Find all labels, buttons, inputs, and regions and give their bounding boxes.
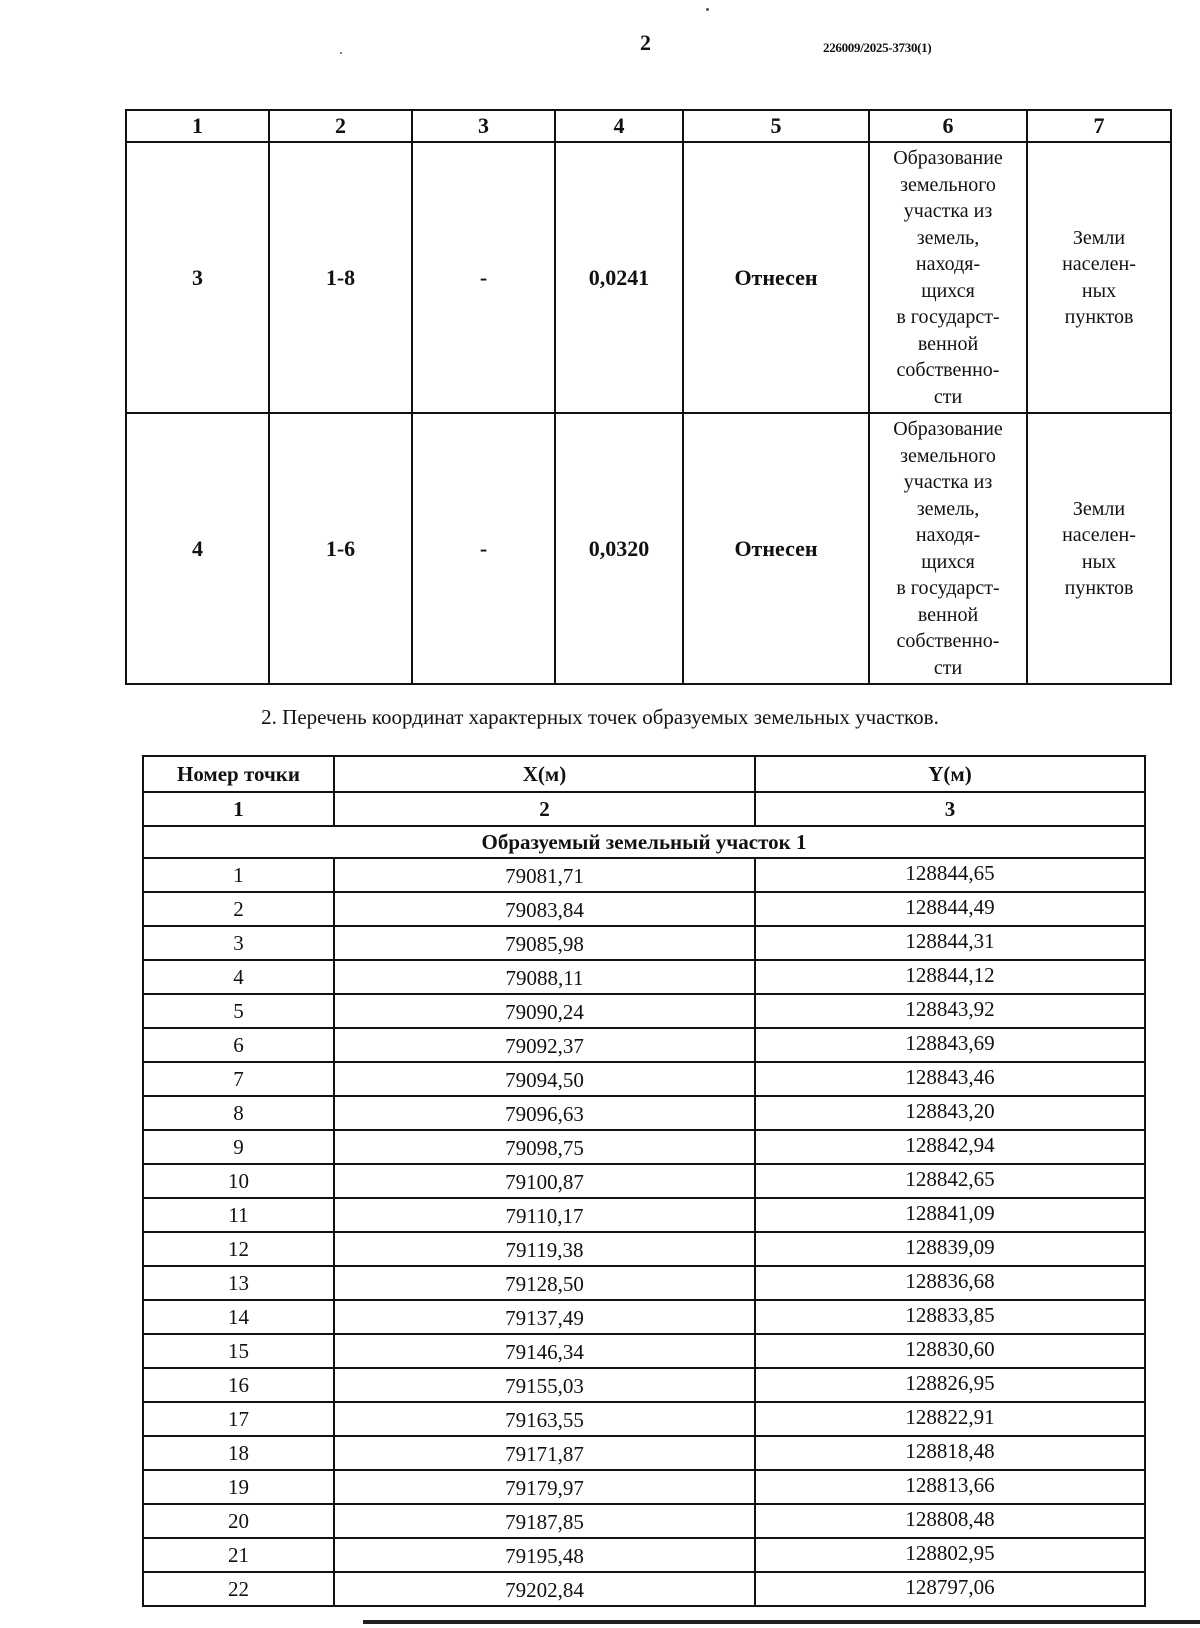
y-coordinate: 128822,91 — [755, 1402, 1145, 1436]
parcel-purpose-line: собственно- — [896, 630, 1000, 652]
y-coordinate: 128839,09 — [755, 1232, 1145, 1266]
y-coordinate: 128843,69 — [755, 1028, 1145, 1062]
point-number: 12 — [143, 1232, 334, 1266]
y-coordinate: 128842,65 — [755, 1164, 1145, 1198]
point-number: 21 — [143, 1538, 334, 1572]
coordinate-row — [143, 1402, 1145, 1436]
point-number: 17 — [143, 1402, 334, 1436]
point-number: 4 — [143, 960, 334, 994]
coords-header-row — [143, 756, 1145, 792]
coordinate-row — [143, 1334, 1145, 1368]
coordinate-row — [143, 1130, 1145, 1164]
point-number: 7 — [143, 1062, 334, 1096]
x-coordinate: 79179,97 — [334, 1470, 755, 1504]
parcel-category-line: Земли — [1072, 497, 1126, 520]
scan-speck — [340, 52, 342, 54]
point-number: 8 — [143, 1096, 334, 1130]
coordinate-row — [143, 1368, 1145, 1402]
y-coordinate: 128797,06 — [755, 1572, 1145, 1606]
column-number: 2 — [269, 110, 412, 142]
parcel-category — [1027, 413, 1171, 684]
point-number: 2 — [143, 892, 334, 926]
parcel-points: 1-6 — [269, 413, 412, 684]
y-header: Y(м) — [755, 756, 1145, 792]
x-coordinate: 79096,63 — [334, 1096, 755, 1130]
parcel-category-line: пунктов — [1064, 577, 1134, 599]
column-number: 7 — [1027, 110, 1171, 142]
parcel-category-line: ных — [1081, 550, 1117, 573]
y-coordinate: 128841,09 — [755, 1198, 1145, 1232]
document-id: 226009/2025-3730(1) — [823, 40, 932, 55]
coordinate-row — [143, 1164, 1145, 1198]
x-coordinate: 79094,50 — [334, 1062, 755, 1096]
section-title: 2. Перечень координат характерных точек образуемых земельных участков. — [261, 705, 939, 729]
column-numbers-row — [143, 792, 1145, 826]
parcel-area: 0,0320 — [555, 413, 683, 684]
parcel-category-line: населен- — [1062, 524, 1136, 546]
y-coordinate: 128813,66 — [755, 1470, 1145, 1504]
parcel-purpose — [869, 413, 1027, 684]
parcel-row — [126, 142, 1171, 413]
coordinate-row — [143, 1062, 1145, 1096]
y-coordinate: 128818,48 — [755, 1436, 1145, 1470]
y-coordinate: 128833,85 — [755, 1300, 1145, 1334]
column-number: 3 — [412, 110, 555, 142]
point-number: 5 — [143, 994, 334, 1028]
parcel-category-line: населен- — [1062, 253, 1136, 275]
parcel-purpose — [869, 142, 1027, 413]
parcel-purpose-line: сти — [933, 385, 963, 408]
point-number: 10 — [143, 1164, 334, 1198]
y-coordinate: 128826,95 — [755, 1368, 1145, 1402]
parcel-row — [126, 413, 1171, 684]
page-number: 2 — [640, 30, 651, 55]
point-number: 15 — [143, 1334, 334, 1368]
parcel-purpose-line: сти — [933, 656, 963, 679]
coordinate-row — [143, 1538, 1145, 1572]
y-coordinate: 128802,95 — [755, 1538, 1145, 1572]
parcel-purpose-line: участка из — [903, 471, 993, 493]
point-number: 16 — [143, 1368, 334, 1402]
point-number: 20 — [143, 1504, 334, 1538]
column-number: 1 — [143, 792, 334, 826]
parcels-table — [125, 109, 1172, 685]
x-coordinate: 79195,48 — [334, 1538, 755, 1572]
coordinate-row — [143, 1504, 1145, 1538]
x-coordinate: 79090,24 — [334, 994, 755, 1028]
parcel-purpose-line: участка из — [903, 200, 993, 222]
coordinate-row — [143, 994, 1145, 1028]
point-number: 3 — [143, 926, 334, 960]
parcel-purpose-line: щихся — [921, 550, 975, 573]
y-coordinate: 128843,92 — [755, 994, 1145, 1028]
parcel-category-line: пунктов — [1064, 306, 1134, 328]
parcel-purpose-line: в государст- — [896, 577, 1000, 599]
column-number: 1 — [126, 110, 269, 142]
coordinate-row — [143, 1572, 1145, 1606]
point-number: 6 — [143, 1028, 334, 1062]
parcel-category-line: ных — [1081, 279, 1117, 302]
parcel-purpose-line: земельного — [900, 173, 996, 196]
x-coordinate: 79137,49 — [334, 1300, 755, 1334]
parcel-number: 3 — [126, 142, 269, 413]
coordinates-table — [142, 755, 1146, 1607]
x-coordinate: 79146,34 — [334, 1334, 755, 1368]
x-coordinate: 79100,87 — [334, 1164, 755, 1198]
parcel-purpose-line: земель, — [916, 226, 980, 249]
x-coordinate: 79128,50 — [334, 1266, 755, 1300]
coordinate-row — [143, 892, 1145, 926]
parcel-points: 1-8 — [269, 142, 412, 413]
coordinate-row — [143, 926, 1145, 960]
group-title-row — [143, 826, 1145, 858]
coordinate-row — [143, 1198, 1145, 1232]
point-number: 19 — [143, 1470, 334, 1504]
parcel-purpose-line: собственно- — [896, 359, 1000, 381]
parcel-category — [1027, 142, 1171, 413]
x-coordinate: 79119,38 — [334, 1232, 755, 1266]
x-header: X(м) — [334, 756, 755, 792]
parcel-dash: - — [412, 413, 555, 684]
y-coordinate: 128836,68 — [755, 1266, 1145, 1300]
parcel-purpose-line: Образование — [893, 147, 1003, 169]
coordinate-row — [143, 1096, 1145, 1130]
point-number: 22 — [143, 1572, 334, 1606]
x-coordinate: 79083,84 — [334, 892, 755, 926]
y-coordinate: 128844,31 — [755, 926, 1145, 960]
y-coordinate: 128808,48 — [755, 1504, 1145, 1538]
parcel-area: 0,0241 — [555, 142, 683, 413]
x-coordinate: 79171,87 — [334, 1436, 755, 1470]
x-coordinate: 79187,85 — [334, 1504, 755, 1538]
x-coordinate: 79081,71 — [334, 858, 755, 892]
y-coordinate: 128842,94 — [755, 1130, 1145, 1164]
parcel-category-line: Земли — [1072, 226, 1126, 249]
scan-speck — [706, 8, 709, 11]
x-coordinate: 79098,75 — [334, 1130, 755, 1164]
point-number: 9 — [143, 1130, 334, 1164]
group-title: Образуемый земельный участок 1 — [143, 826, 1145, 858]
coordinate-row — [143, 1028, 1145, 1062]
point-number: 11 — [143, 1198, 334, 1232]
parcel-purpose-line: в государст- — [896, 306, 1000, 328]
x-coordinate: 79092,37 — [334, 1028, 755, 1062]
column-number: 6 — [869, 110, 1027, 142]
x-coordinate: 79163,55 — [334, 1402, 755, 1436]
point-number: 18 — [143, 1436, 334, 1470]
x-coordinate: 79110,17 — [334, 1198, 755, 1232]
point-number-header: Номер точки — [143, 756, 334, 792]
column-number: 4 — [555, 110, 683, 142]
column-number: 5 — [683, 110, 869, 142]
parcel-purpose-line: Образование — [893, 418, 1003, 440]
coordinate-row — [143, 960, 1145, 994]
parcel-dash: - — [412, 142, 555, 413]
parcels-header-row — [126, 110, 1171, 142]
parcel-purpose-line: венной — [917, 332, 979, 355]
y-coordinate: 128844,12 — [755, 960, 1145, 994]
parcel-purpose-line: земель, — [916, 497, 980, 520]
column-number: 2 — [334, 792, 755, 826]
x-coordinate: 79088,11 — [334, 960, 755, 994]
coordinate-row — [143, 1266, 1145, 1300]
parcel-status: Отнесен — [683, 142, 869, 413]
parcel-purpose-line: щихся — [921, 279, 975, 302]
coordinate-row — [143, 1436, 1145, 1470]
point-number: 13 — [143, 1266, 334, 1300]
parcel-status: Отнесен — [683, 413, 869, 684]
coordinate-row — [143, 858, 1145, 892]
y-coordinate: 128830,60 — [755, 1334, 1145, 1368]
x-coordinate: 79155,03 — [334, 1368, 755, 1402]
x-coordinate: 79085,98 — [334, 926, 755, 960]
x-coordinate: 79202,84 — [334, 1572, 755, 1606]
point-number: 1 — [143, 858, 334, 892]
coordinate-row — [143, 1300, 1145, 1334]
point-number: 14 — [143, 1300, 334, 1334]
coordinate-row — [143, 1232, 1145, 1266]
parcel-purpose-line: земельного — [900, 444, 996, 467]
parcel-purpose-line: находя- — [915, 253, 981, 275]
parcel-purpose-line: венной — [917, 603, 979, 626]
parcel-purpose-line: находя- — [915, 524, 981, 546]
column-number: 3 — [755, 792, 1145, 826]
y-coordinate: 128843,46 — [755, 1062, 1145, 1096]
y-coordinate: 128844,65 — [755, 858, 1145, 892]
coordinate-row — [143, 1470, 1145, 1504]
parcel-number: 4 — [126, 413, 269, 684]
y-coordinate: 128843,20 — [755, 1096, 1145, 1130]
y-coordinate: 128844,49 — [755, 892, 1145, 926]
bottom-rule — [363, 1620, 1200, 1624]
